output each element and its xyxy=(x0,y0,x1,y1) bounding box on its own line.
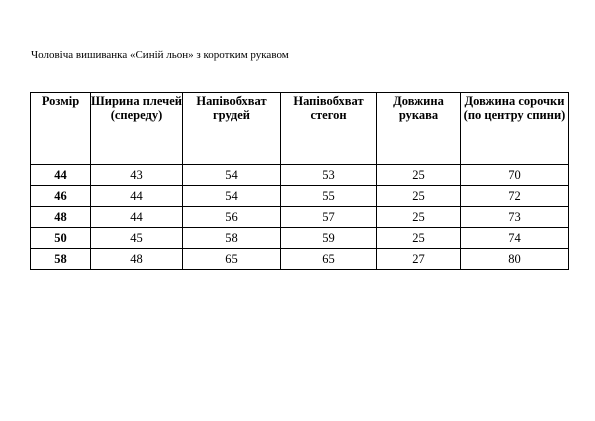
table-cell: 44 xyxy=(91,186,183,207)
table-cell: 25 xyxy=(377,165,461,186)
size-cell: 46 xyxy=(31,186,91,207)
table-cell: 65 xyxy=(183,249,281,270)
table-cell: 43 xyxy=(91,165,183,186)
table-header-row xyxy=(31,93,569,165)
table-cell: 57 xyxy=(281,207,377,228)
table-cell: 48 xyxy=(91,249,183,270)
header-chest: Напівобхват грудей xyxy=(183,93,281,165)
table-cell: 25 xyxy=(377,207,461,228)
table-cell: 56 xyxy=(183,207,281,228)
table-cell: 70 xyxy=(461,165,569,186)
table-cell: 72 xyxy=(461,186,569,207)
size-cell: 48 xyxy=(31,207,91,228)
table-cell: 44 xyxy=(91,207,183,228)
table-row xyxy=(31,165,569,186)
table-cell: 73 xyxy=(461,207,569,228)
table-cell: 80 xyxy=(461,249,569,270)
header-size: Розмір xyxy=(31,93,91,165)
size-cell: 58 xyxy=(31,249,91,270)
header-shoulder-width: Ширина плечей (спереду) xyxy=(91,93,183,165)
size-table xyxy=(30,92,569,270)
table-cell: 53 xyxy=(281,165,377,186)
size-cell: 50 xyxy=(31,228,91,249)
table-row xyxy=(31,249,569,270)
header-hips: Напівобхват стегон xyxy=(281,93,377,165)
table-cell: 65 xyxy=(281,249,377,270)
table-cell: 27 xyxy=(377,249,461,270)
table-cell: 55 xyxy=(281,186,377,207)
header-shirt-length: Довжина сорочки (по центру спини) xyxy=(461,93,569,165)
table-cell: 59 xyxy=(281,228,377,249)
header-sleeve-length: Довжина рукава xyxy=(377,93,461,165)
table-cell: 25 xyxy=(377,228,461,249)
table-cell: 54 xyxy=(183,186,281,207)
table-cell: 45 xyxy=(91,228,183,249)
size-cell: 44 xyxy=(31,165,91,186)
table-cell: 25 xyxy=(377,186,461,207)
table-row xyxy=(31,228,569,249)
table-cell: 54 xyxy=(183,165,281,186)
document-title: Чоловіча вишиванка «Синій льон» з коротким рукавом xyxy=(31,49,289,61)
table-cell: 58 xyxy=(183,228,281,249)
table-row xyxy=(31,186,569,207)
table-row xyxy=(31,207,569,228)
table-cell: 74 xyxy=(461,228,569,249)
